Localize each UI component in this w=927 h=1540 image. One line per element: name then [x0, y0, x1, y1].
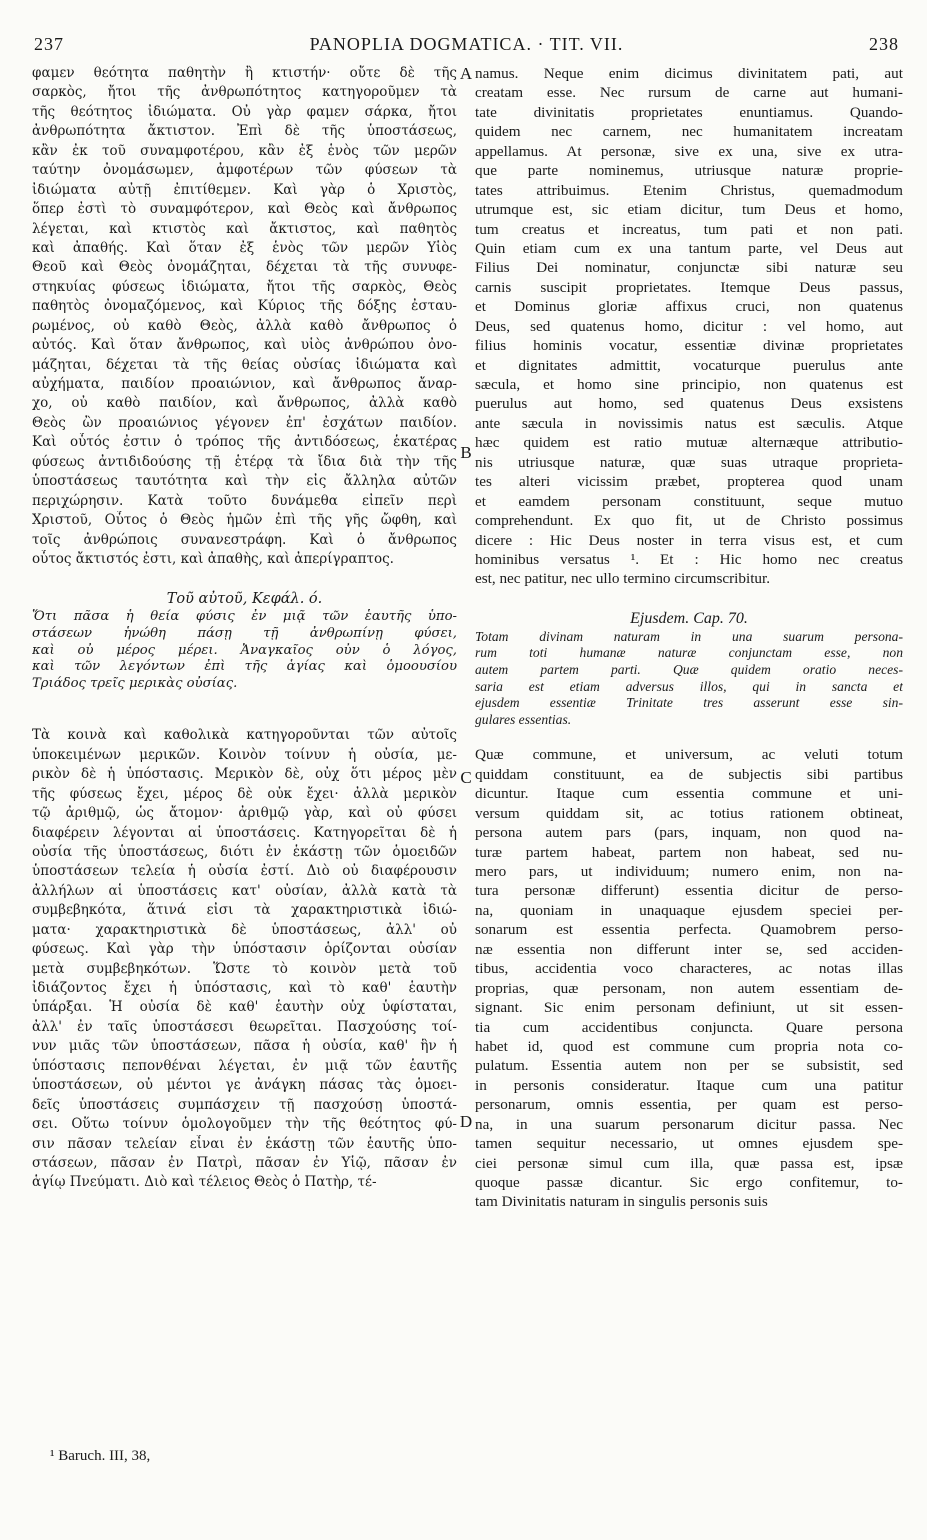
text-line: signant. Sic enim personam definiunt, ut sit essen- [475, 999, 903, 1017]
summary-line: saria est etiam adversus illos, qui in sancta et [475, 678, 903, 694]
spacer [32, 569, 457, 589]
text-line: na, quoniam in unaquaque ejusdem speciei per- [475, 901, 903, 919]
text-line: ὑπάρξαι. Ἡ οὐσία δὲ καθ' ἑαυτὴν οὐχ ὑφίσταται, [32, 999, 457, 1016]
text-line: turæ partem habeat, partem non habeat, sed nu- [475, 843, 903, 861]
text-line: dicuntur. Itaque cum essentia commune et uni- [475, 785, 903, 803]
margin-marker-b: B [460, 443, 472, 462]
spacer [32, 692, 457, 726]
greek-chapter-summary [32, 609, 457, 692]
text-line: et Dominus gloriæ affixus cruci, non quatenus [475, 298, 903, 316]
summary-line: Totam divinam naturam in una suarum persona- [475, 628, 903, 644]
text-line: tamen sequitur necessario, ut omnes ejusdem spe- [475, 1135, 903, 1153]
text-line: αὐτός. Καὶ ὅταν ἄνθρωπος, καὶ υἱὸς ἀνθρώπου ὀνο- [32, 337, 457, 354]
text-line: sonarum est essentia perfecta. Quamobrem perso- [475, 921, 903, 939]
text-line: carnis suscipit proprietates. Itemque Deus passus, [475, 278, 903, 296]
text-line: μετὰ συμβεβηκότων. Ὥστε τὸ κοινὸν μετὰ τοῦ [32, 960, 457, 977]
summary-line: Τριάδος τρεῖς μερικὰς οὐσίας. [32, 675, 238, 691]
text-line: καὶ ἀπαθής. Καὶ ὅταν ἐξ ἑνὸς τῶν μερῶν Υἱὸς [32, 239, 457, 256]
margin-marker-a: A [459, 64, 473, 83]
text-line: φύσεως ἀντιδιδούσης τῇ ἑτέρᾳ τὰ ἴδια διὰ τὴν τῆς [32, 453, 457, 470]
text-line: tum creatus et increatus, tum pati et non pati. [475, 220, 903, 238]
text-line: habet id, quod est commune cum propria nota co- [475, 1037, 903, 1055]
text-line: νυν μιᾶς τῶν ὑποστάσεων, πᾶσα ἡ οὐσία, καθ' ἣν ἡ [32, 1038, 457, 1055]
text-line: sæcula, et homo sine principio, non quatenus est [475, 376, 903, 393]
text-line: χο, οὐ καθὸ παιδίον, καὶ ἄνθρωπος, ἀλλὰ καθὸ [32, 395, 457, 412]
text-line: et eamdem personam constituunt, seque mutuo [475, 492, 903, 510]
text-line: in personis consideratur. Itaque cum una patitur [475, 1076, 903, 1094]
summary-line: καὶ οὐ μέρος μέρει. Ἀναγκαῖος οὖν ὁ λόγος, [32, 642, 457, 658]
text-line: οὗτος ἄκτιστός ἐστι, καὶ ἀπαθὴς, καὶ ἀπερίγραπτος. [32, 550, 394, 567]
text-line: filius hominis vocatur, essentiæ divinæ proprietates [475, 337, 903, 355]
text-line: ἰδιάζοντος ἔχει ἡ ὑπόστασις, καὶ τὸ καθ' ἑαυτὴν [32, 980, 457, 997]
text-line: ὑποστάσεως ταυτότητα καὶ τὴν εἰς ἄλληλα αὐτῶν [32, 473, 457, 490]
text-line: ἀλλήλων αἱ ὑποστάσεις κατ' οὐσίαν, ἀλλὰ κατὰ τὰ [32, 882, 457, 899]
text-line: ρικὸν δὲ ἡ ὑπόστασις. Μερικὸν δὲ, οὐχ ὅτι μέρος μὲν [32, 766, 457, 783]
text-line: ἀλλ' ἐν ταῖς ὑποστάσεσι θεωρεῖται. Πασχούσης τοί- [32, 1018, 457, 1035]
text-line: ciei personæ simul cum illa, quæ passa est, ipsæ [475, 1154, 903, 1172]
text-line: ὑποκειμένων μερικῶν. Κοινὸν τοίνυν ἡ οὐσία, με- [32, 746, 457, 763]
text-line: creatam esse. Nec rursum de carne aut humani- [475, 84, 903, 102]
text-line: περιχώρησιν. Κατὰ τοῦτο δυνάμεθα εἰπεῖν περὶ [32, 492, 457, 509]
text-line: φαμεν θεότητα παθητὴν ἢ κτιστήν· οὔτε δὲ τῆς [32, 65, 457, 81]
text-line: tia cum accidentibus conjuncta. Quare persona [475, 1018, 903, 1036]
text-line: συμβεβηκότα, ἅτινά εἰσι τὰ χαρακτηριστικὰ ἰδιώ- [32, 902, 457, 919]
text-line: Θεοῦ καὶ Θεὸς ὀνομάζηται, δέχεται τὰ τῆς συνυφε- [32, 259, 457, 276]
text-line: utrumque est, sic etiam dicitur, tum Deus et homo, [475, 201, 903, 219]
text-line: tates attribuimus. Etenim Christus, quemadmodum [475, 181, 903, 199]
greek-paragraph-1 [32, 64, 457, 569]
text-line: tibus, accidentia voco characteres, ac notas illas [475, 960, 903, 978]
greek-column [32, 64, 457, 1193]
text-line: μάζηται, δέχεται τὰ τῆς θείας οὐσίας ἰδιώματα καὶ [32, 356, 457, 373]
text-line: τῆς θεότητος ἰδιώματα. Οὐ γὰρ φαμεν σάρκα, ἤτοι [32, 103, 457, 120]
text-line: σει. Οὕτω τοίνυν ὁμολογοῦμεν τὴν τῆς θεότητος φύ- [32, 1116, 457, 1133]
text-line: ante sæcula in novissimis natus est sæculis. Atque [475, 414, 903, 432]
text-line: tate divinitatis proprietates enuntiamus. Quando- [475, 103, 903, 121]
text-line: persona autem pars (pars, inquam, non quod na- [475, 824, 903, 842]
text-line: τοῖς ἀνθρώποις συνανεστράφη. Καὶ ὁ ἄνθρωπος [32, 531, 457, 548]
text-line: næ essentia non differunt inter se, sed acciden- [475, 940, 903, 958]
text-line: ταύτην ὀνομάσωμεν, ἀμφοτέρων τῶν φύσεων τὰ [32, 162, 457, 179]
text-line: αὐχήματα, παιδίον προαιώνιον, καὶ ἄνθρωπος ἄναρ- [32, 376, 457, 392]
text-line: ματα· χαρακτηριστικὰ δὲ ὑποστάσεως, ἀλλ' οὐ [32, 921, 457, 938]
margin-marker-d: D [459, 1112, 473, 1131]
text-line: οὐσία τῆς ὑποστάσεως, διότι ἐν ἑκάστῃ τῶν ὁμοειδῶν [32, 843, 457, 860]
text-line: namus. Neque enim dicimus divinitatem pati, aut [475, 65, 903, 82]
text-line: ὑποστάσεων, οὐ μέντοι γε ἀνάγκη πάσας τὰς ὁμοει- [32, 1077, 457, 1094]
text-line: Θεὸς ὢν προαιώνιος γέγονεν ἐπ' ἐσχάτων παιδίον. [32, 414, 457, 431]
latin-column [475, 64, 903, 1212]
text-line: pulatum. Essentia autem non per se subsistit, sed [475, 1057, 903, 1075]
text-line: appellamus. At personæ, sive ex una, sive ex utra- [475, 142, 903, 160]
text-line: versum quiddam sit, ac totius rationem obtineat, [475, 804, 903, 822]
summary-line: Ὅτι πᾶσα ἡ θεία φύσις ἐν μιᾷ τῶν ἑαυτῆς ὑπο- [32, 609, 457, 625]
latin-chapter-heading: Ejusdem. Cap. 70. [630, 609, 748, 627]
text-line: φύσεως. Καὶ γὰρ τὴν ὑπόστασιν ὁρίζονται οὐσίαν [32, 941, 457, 958]
text-line: Καὶ οὗτός ἐστιν ὁ τρόπος τῆς ἀντιδόσεως, ἑκατέρας [32, 434, 457, 451]
text-line: ὑποστάσεων τελεία ἡ οὐσία ἐστί. Διὸ οὐ διαφέρουσιν [32, 863, 457, 880]
text-line: tura personæ differunt) essentia dicitur de perso- [475, 882, 903, 900]
text-line: tam Divinitatis naturam in singulis personis suis [475, 1193, 768, 1211]
text-line: Χριστοῦ, Οὗτος ὁ Θεὸς ἡμῶν ἐπὶ τῆς γῆς ὤφθη, καὶ [32, 512, 457, 529]
text-line: na, in una suarum personarum dicitur passa. Nec [475, 1115, 903, 1133]
text-line: puerulus aut homo, sed quatenus Deus exsistens [475, 395, 903, 413]
summary-line: rum toti humanæ naturæ conjunctam esse, non [475, 645, 903, 661]
summary-line: autem partem parti. Quæ quidem oratio neces- [475, 662, 903, 677]
spacer [475, 589, 903, 609]
text-line: ρωμένος, οὐ καθὸ Θεὸς, ἀλλὰ καθὸ ἄνθρωπος ὁ [32, 317, 457, 334]
text-line: σαρκὸς, ἤτοι τῆς ἀνθρωπότητος κατηγοροῦμεν τὰ [32, 84, 457, 101]
text-line: τῷ ἀριθμῷ, ὡς ἄτομον· ἀριθμῷ γὰρ, καὶ οὐ φύσει [32, 805, 457, 822]
text-line: quidem nec carnem, nec humanitatem increatam [475, 123, 903, 141]
text-line: στηκυίας φύσεως ἰδιώματα, ἤτοι τῆς σαρκὸς, Θεὸς [32, 278, 457, 295]
latin-paragraph-1 [475, 64, 903, 589]
text-line: quoque passæ dicantur. Sic ergo confitemur, to- [475, 1174, 903, 1191]
text-line: ὅπερ ἐστὶ τὸ συναμφότερον, καὶ Θεὸς καὶ ἄνθρωπος [32, 201, 457, 218]
text-line: Deus, sed quatenus homo, dicitur : vel homo, aut [475, 317, 903, 335]
text-line: Filius Dei nominatur, conjunctæ sibi naturæ seu [475, 259, 903, 277]
text-line: hominibus versatus ¹. Et : Hic homo nec creatus [475, 550, 903, 568]
text-line: διαφέρειν λέγονται αἱ ὑποστάσεις. Κατηγορεῖται δὲ ἡ [32, 824, 457, 841]
footnote: ¹ Baruch. III, 38, [50, 1448, 151, 1464]
text-line: λέγεται, καὶ κτιστὸς καὶ ἄκτιστος, καὶ παθητὸς [32, 220, 457, 237]
text-line: ὑπόστασις πεπονθέναι λέγεται, ἐν μιᾷ τῶν ἑαυτῆς [32, 1057, 457, 1074]
running-title: PANOPLIA DOGMATICA. · TIT. VII. [309, 34, 624, 54]
text-line: ἀνθρωπότητα ἄκτιστον. Ἐπὶ δὲ τῆς ὑποστάσεως, [32, 123, 457, 140]
text-line: Quin etiam cum ex una tantum parte, vel Deus aut [475, 239, 903, 257]
summary-line: ejusdem essentiæ Trinitate tres asserunt esse sin- [475, 695, 903, 711]
text-line: hæc quidem est ratio mutuæ alternæque attributio- [475, 434, 903, 452]
text-line: quiddam constituunt, ea de subjectis sibi partibus [475, 765, 903, 783]
text-line: στάσεων, πᾶσαν ἐν Πατρὶ, πᾶσαν ἐν Υἱῷ, πᾶσαν ἐν [32, 1154, 457, 1171]
text-line: dicere : Hic Deus noster in terra visus est, et cum [475, 531, 903, 549]
running-header [34, 34, 899, 60]
text-line: τῆς φύσεως ἔχει, μέρος δὲ οὐκ ἔχει· ἀλλὰ μερικὸν [32, 785, 457, 802]
text-line: est, nec patitur, nec ullo termino circumscribitur. [475, 570, 771, 588]
page-number-left: 237 [34, 34, 64, 54]
text-line: Quæ commune, et universum, ac veluti totum [475, 746, 903, 764]
latin-chapter-summary [475, 629, 903, 729]
greek-paragraph-2 [32, 726, 457, 1193]
text-line: que parte nominemus, utriusque naturæ proprie- [475, 162, 903, 180]
spacer [475, 728, 903, 745]
text-line: παθητὸς ὀνομαζόμενος, καὶ Κύριος τῆς δόξης ἐσταυ- [32, 298, 457, 315]
text-line: comprehendunt. Ex quo fit, ut de Christo possimus [475, 512, 903, 530]
text-line: mero pars, ut individuum; numero enim, non na- [475, 863, 903, 880]
greek-chapter-heading: Τοῦ αὐτοῦ, Κεφάλ. ό. [166, 591, 323, 608]
latin-paragraph-2 [475, 745, 903, 1212]
text-line: σιν πᾶσαν τελείαν εἶναι ἐν ἑκάστῃ τῶν ἑαυτῆς ὑπο- [32, 1135, 457, 1152]
text-line: ἁγίῳ Πνεύματι. Διὸ καὶ τέλειος Θεὸς ὁ Πατὴρ, τέ- [32, 1174, 377, 1191]
margin-marker-c: C [460, 768, 472, 787]
text-line: et dignitates admittit, vocaturque puerulus ante [475, 356, 903, 374]
text-line: proprias, quæ personam, non autem essentiam de- [475, 979, 903, 997]
text-line: ἰδιώματα αὐτῇ ἐπιτίθεμεν. Καὶ γὰρ ὁ Χριστὸς, [32, 181, 457, 198]
text-line: κἂν ἐκ τοῦ συναμφοτέρου, κἂν ἐξ ἑνὸς τῶν μερῶν [32, 142, 457, 159]
text-line: δεῖς ὑποστάσεις συμπάσχειν τῇ πασχούσῃ ὑποστά- [32, 1096, 457, 1113]
summary-line: gulares essentias. [475, 711, 572, 727]
page-number-right: 238 [869, 34, 899, 54]
text-line: tes alteri vicissim præbet, propterea quod unam [475, 473, 903, 491]
text-line: personarum, omnis essentia, per quam est perso- [475, 1096, 903, 1114]
text-line: Τὰ κοινὰ καὶ καθολικὰ κατηγοροῦνται τῶν αὐτοῖς [32, 727, 457, 744]
summary-line: καὶ τῶν λεγόντων ἐπὶ τῆς ἁγίας καὶ ὁμοουσίου [32, 659, 457, 675]
summary-line: στάσεων ἡνώθη πάσῃ τῇ ἀνθρωπίνῃ φύσει, [32, 625, 457, 641]
text-line: nis utriusque naturæ, quæ suas utraque proprieta- [475, 453, 903, 471]
